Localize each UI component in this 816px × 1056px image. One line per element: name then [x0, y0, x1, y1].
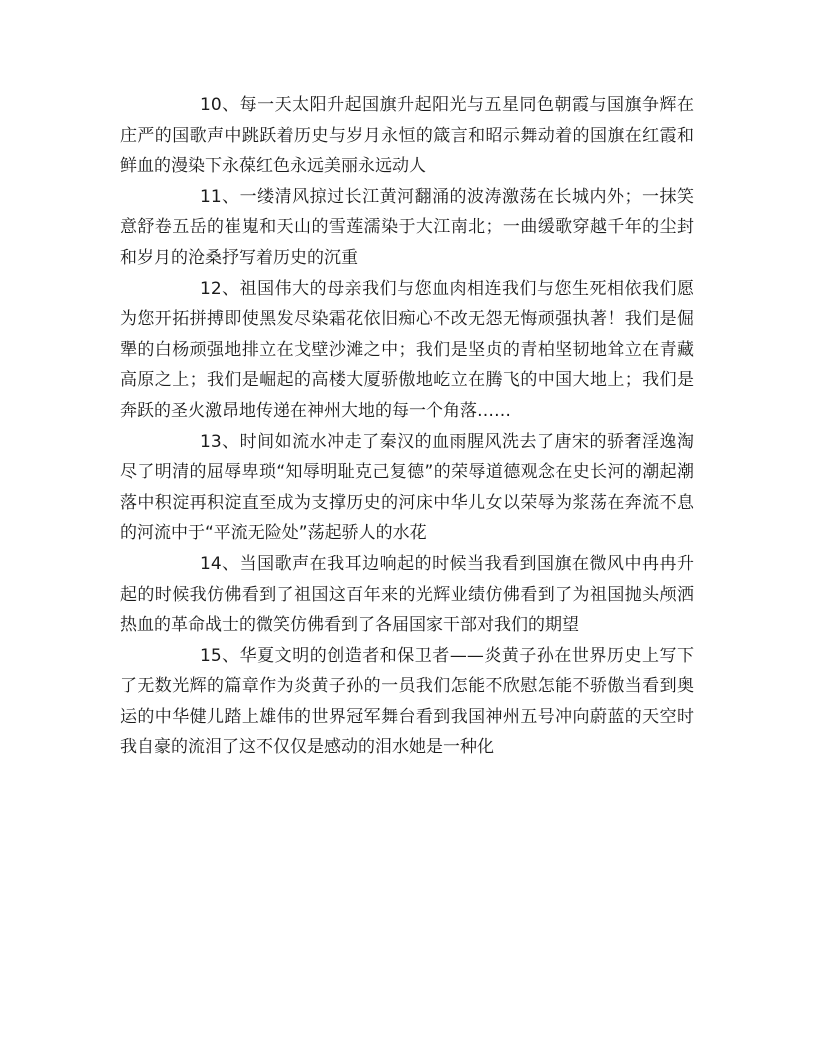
paragraph-10: 10、每一天太阳升起国旗升起阳光与五星同色朝霞与国旗争辉在庄严的国歌声中跳跃着历史与岁月永恒的箴言和昭示舞动着的国旗在红霞和鲜血的漫染下永葆红色永远美丽永远动人	[120, 95, 694, 177]
paragraph-12: 12、祖国伟大的母亲我们与您血肉相连我们与您生死相依我们愿为您开拓拼搏即使黑发尽染霜花依旧痴心不改无怨无悔顽强执著！我们是倔犟的白杨顽强地排立在戈壁沙滩之中；我们是坚贞的青柏坚韧地耸立在青藏高原之上；我们是崛起的高楼大厦骄傲地屹立在腾飞的中国大地上；我们是奔跃的圣火激昂地传递在神州大地的每一个角落……	[120, 278, 694, 421]
document-body	[120, 90, 694, 763]
paragraph-15: 15、华夏文明的创造者和保卫者——炎黄子孙在世界历史上写下了无数光辉的篇章作为炎黄子孙的一员我们怎能不欣慰怎能不骄傲当看到奥运的中华健儿踏上雄伟的世界冠军舞台看到我国神州五号冲向蔚蓝的天空时我自豪的流泪了这不仅仅是感动的泪水她是一种化	[120, 645, 694, 758]
paragraph-11: 11、一缕清风掠过长江黄河翻涌的波涛激荡在长城内外；一抹笑意舒卷五岳的崔嵬和天山的雪莲濡染于大江南北；一曲缓歌穿越千年的尘封和岁月的沧桑抒写着历史的沉重	[120, 186, 694, 268]
paragraph-13: 13、时间如流水冲走了秦汉的血雨腥风洗去了唐宋的骄奢淫逸淘尽了明清的屈辱卑琐“知辱明耻克己复德”的荣辱道德观念在史长河的潮起潮落中积淀再积淀直至成为支撑历史的河床中华儿女以荣辱为浆荡在奔流不息的河流中于“平流无险处”荡起骄人的水花	[120, 431, 694, 544]
paragraph-14: 14、当国歌声在我耳边响起的时候当我看到国旗在微风中冉冉升起的时候我仿佛看到了祖国这百年来的光辉业绩仿佛看到了为祖国抛头颅洒热血的革命战士的微笑仿佛看到了各届国家干部对我们的期望	[120, 553, 694, 636]
